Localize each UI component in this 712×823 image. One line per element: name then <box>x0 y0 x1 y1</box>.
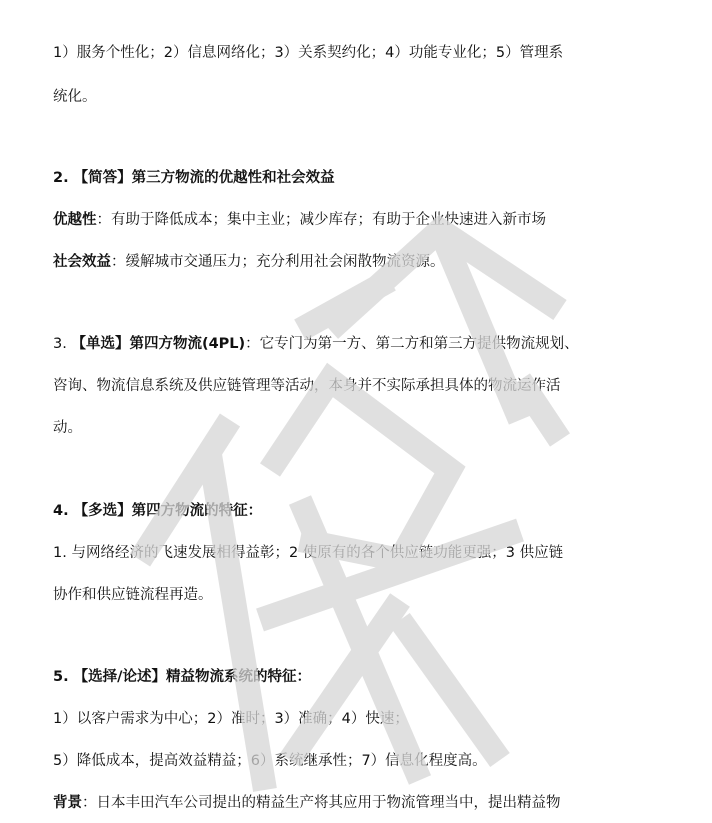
q5-background <box>53 792 561 814</box>
q2-advantages <box>53 209 546 231</box>
q5-bg-text: ：日本丰田汽车公司提出的精益生产将其应用于物流管理当中，提出精益物 <box>82 795 561 811</box>
q5-line-1: 1）以客户需求为中心；2）准时；3）准确；4）快速； <box>53 711 409 727</box>
q2-heading: 2. 【简答】第三方物流的优越性和社会效益 <box>53 170 335 186</box>
q2-social-benefits <box>53 251 445 273</box>
q4-line-1: 1. 与网络经济的飞速发展相得益彰；2 使原有的各个供应链功能更强；3 供应链 <box>53 545 564 561</box>
q5-bg-label: 背景 <box>53 795 82 811</box>
intro-line-2: 统化。 <box>53 89 97 105</box>
q2-soc-label: 社会效益 <box>53 254 111 270</box>
q5-heading: 5. 【选择/论述】精益物流系统的特征： <box>53 669 311 685</box>
q2-adv-text: ：有助于降低成本；集中主业；减少库存；有助于企业快速进入新市场 <box>96 212 546 228</box>
q3-line-3: 动。 <box>53 420 82 436</box>
q3-text: ：它专门为第一方、第二方和第三方提供物流规划、 <box>245 336 579 352</box>
q4-line-2: 协作和供应链流程再造。 <box>53 587 213 603</box>
intro-line-1: 1）服务个性化；2）信息网络化；3）关系契约化；4）功能专业化；5）管理系 <box>53 45 564 61</box>
q2-adv-label: 优越性 <box>53 212 97 228</box>
q5-line-2: 5）降低成本，提高效益精益；6）系统继承性；7）信息化程度高。 <box>53 753 487 769</box>
q3-line-2: 咨询、物流信息系统及供应链管理等活动，本身并不实际承担具体的物流运作活 <box>53 378 561 394</box>
q4-heading: 4. 【多选】第四方物流的特征： <box>53 503 263 519</box>
q3-tag: 【单选】第四方物流(4PL) <box>71 336 246 352</box>
q3-number: 3. <box>53 336 72 352</box>
q2-soc-text: ：缓解城市交通压力；充分利用社会闲散物流资源。 <box>111 254 445 270</box>
q3-line-1 <box>53 333 579 355</box>
